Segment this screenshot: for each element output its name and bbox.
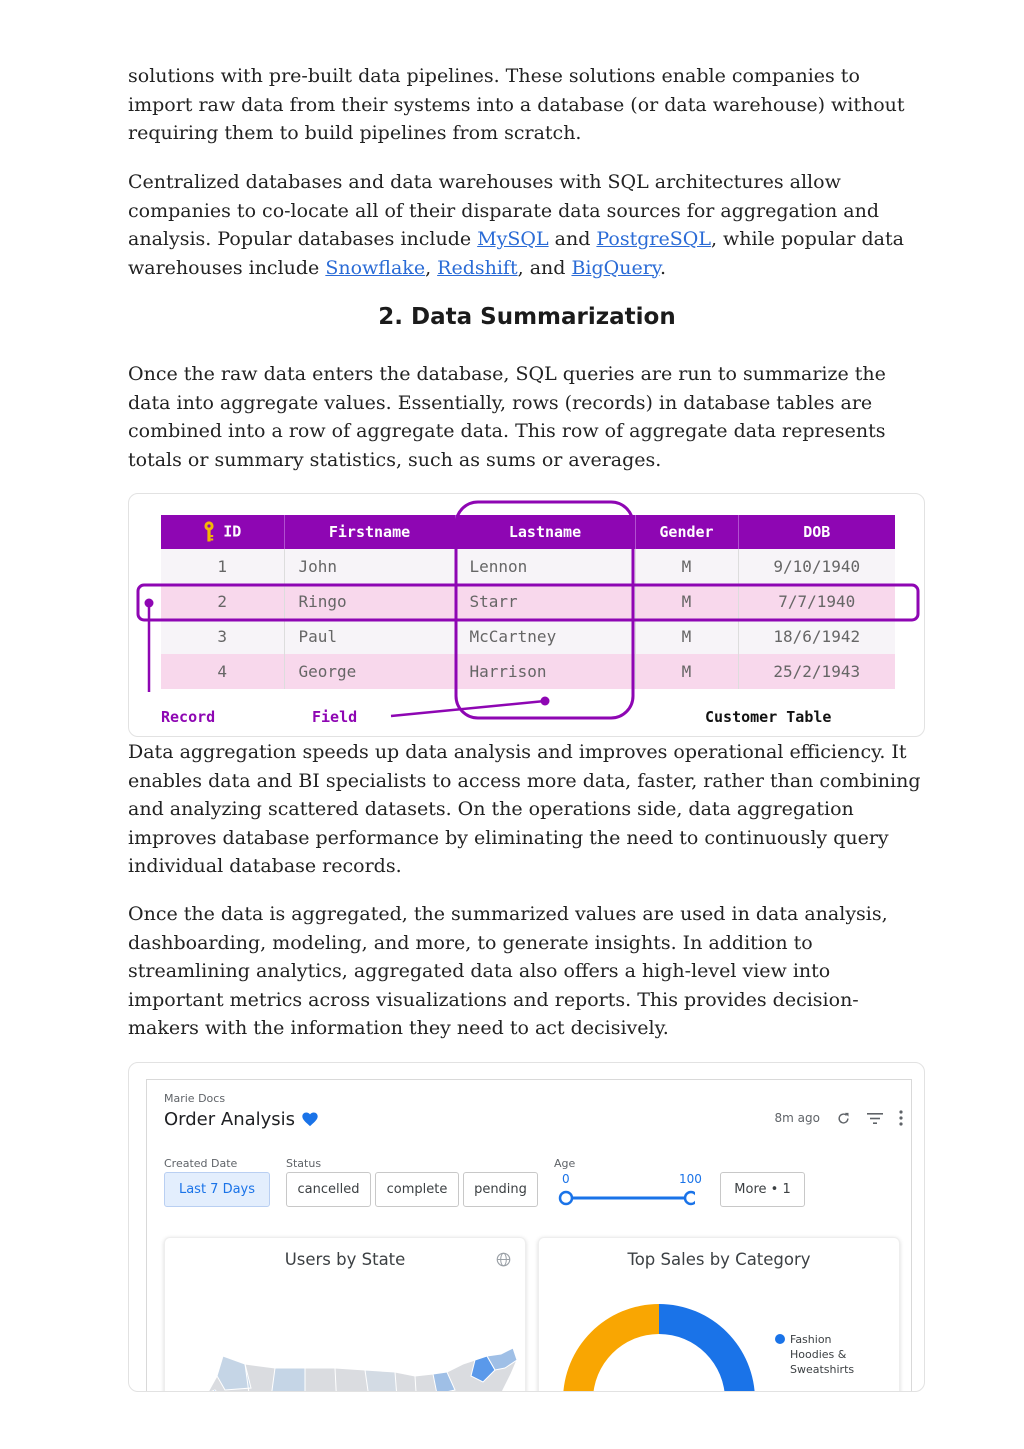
cell-firstname: Paul [284,619,455,654]
link-redshift[interactable]: Redshift [437,256,518,279]
cell-gender: M [635,549,738,584]
donut-legend [790,1332,870,1377]
field-pointer-dot [541,697,550,706]
table-caption: Customer Table [705,708,832,726]
heart-icon[interactable] [302,1112,318,1127]
age-max-value: 100 [679,1172,702,1186]
cell-dob: 25/2/1943 [738,654,895,689]
cell-id: 4 [161,654,284,689]
header-dob: DOB [738,515,895,549]
link-postgresql[interactable]: PostgreSQL [596,228,711,250]
field-highlight [456,502,633,718]
link-bigquery[interactable]: BigQuery [571,256,661,279]
cell-lastname: Lennon [455,549,635,584]
cell-gender: M [635,654,738,689]
field-label: Field [312,708,358,726]
top-sales-title: Top Sales by Category [627,1250,811,1269]
cell-lastname: Harrison [455,654,635,689]
status-chip-cancelled[interactable]: cancelled [286,1172,371,1207]
age-slider-min-handle[interactable] [560,1192,572,1204]
paragraph-summarization: Once the raw data enters the database, SQL queries are run to summarize the data into aggregate values. Essentially, rows (records) in database tables are combined into a row of aggregate data. This row of aggregate data represents totals or summary statistics, such as sums or averages. [128,363,886,471]
text-run: , [425,256,438,279]
text-run: , and [517,256,572,279]
filter-icon[interactable] [867,1112,883,1125]
header-id-label: ID [223,522,242,541]
users-by-state-title: Users by State [284,1250,406,1269]
age-min-value: 0 [562,1172,570,1186]
created-date-chip[interactable]: Last 7 Days [164,1172,270,1207]
dashboard-figure [128,1062,925,1392]
toolbar [775,1110,903,1126]
cell-id: 1 [161,549,284,584]
cell-dob: 7/7/1940 [738,584,895,619]
record-pointer-dot [145,599,154,608]
donut-slice-fashion [659,1304,755,1392]
cell-lastname: Starr [455,584,635,619]
section-heading: 2. Data Summarization [378,304,676,330]
created-date-label: Created Date [164,1157,238,1170]
header-gender: Gender [635,515,738,549]
text-run: and [548,228,597,250]
status-chip-complete[interactable]: complete [375,1172,459,1207]
link-snowflake[interactable]: Snowflake [325,256,426,279]
cell-lastname: McCartney [455,619,635,654]
dashboard-title-row [164,1109,318,1130]
paragraph-speed: Data aggregation speeds up data analysis and improves operational efficiency. It enables data and BI specialists to access more data, faster, rather than combining and analyzing scattered datasets. On the operations side, data aggregation improves database performance by eliminating the need to continuously query individual database records. [128,741,921,877]
donut-slice-other [563,1304,659,1392]
cell-firstname: George [284,654,455,689]
age-slider[interactable] [555,1188,695,1208]
header-firstname: Firstname [284,515,455,549]
legend-dot [775,1334,785,1344]
page-title: Order Analysis [164,1109,296,1130]
text-run: . [660,256,667,279]
dashboard-window [146,1079,912,1392]
field-pointer [391,701,545,716]
cell-id: 2 [161,584,284,619]
refresh-icon[interactable] [836,1111,851,1126]
text-run: Centralized databases and data warehouses with SQL architectures allow companies to co-locate all of their disparate data sources for aggregation and analysis. Popular databases include [128,171,880,250]
age-label: Age [554,1157,576,1170]
globe-icon[interactable] [496,1252,511,1267]
link-mysql[interactable]: MySQL [477,228,549,250]
status-chip-pending[interactable]: pending [463,1172,538,1207]
legend-item-fashion: Fashion Hoodies & Sweatshirts [790,1333,855,1376]
annotation-overlay [129,494,925,737]
breadcrumb[interactable]: Marie Docs [164,1092,226,1105]
cell-gender: M [635,584,738,619]
customer-table-figure [128,493,925,737]
cell-firstname: John [284,549,455,584]
record-highlight [138,585,918,620]
cell-firstname: Ringo [284,584,455,619]
cell-gender: M [635,619,738,654]
cell-dob: 9/10/1940 [738,549,895,584]
cell-dob: 18/6/1942 [738,619,895,654]
more-filters-button[interactable]: More • 1 [720,1172,805,1207]
text-run: , while popular data warehouses include [128,228,904,279]
paragraph-pipelines: solutions with pre-built data pipelines. These solutions enable companies to import raw data from their systems into a database (or data warehouse) without requiring them to build pipelines from scratch. [128,65,905,144]
cell-id: 3 [161,619,284,654]
record-label: Record [161,708,216,726]
paragraph-databases [128,168,928,282]
us-map [165,1298,526,1392]
age-slider-max-handle[interactable] [685,1192,695,1204]
paragraph-insights: Once the data is aggregated, the summarized values are used in data analysis, dashboarding, modeling, and more, to generate insights. In addition to streamlining analytics, aggregated data also offers a high-level view into important metrics across visualizations and reports. This provides decision-makers with the information they need to act decisively. [128,903,888,1039]
header-lastname: Lastname [455,515,635,549]
updated-timestamp: 8m ago [774,1111,820,1125]
users-by-state-card [164,1237,526,1392]
top-sales-card [538,1237,900,1392]
status-label: Status [286,1157,322,1170]
more-vert-icon[interactable] [899,1110,903,1126]
